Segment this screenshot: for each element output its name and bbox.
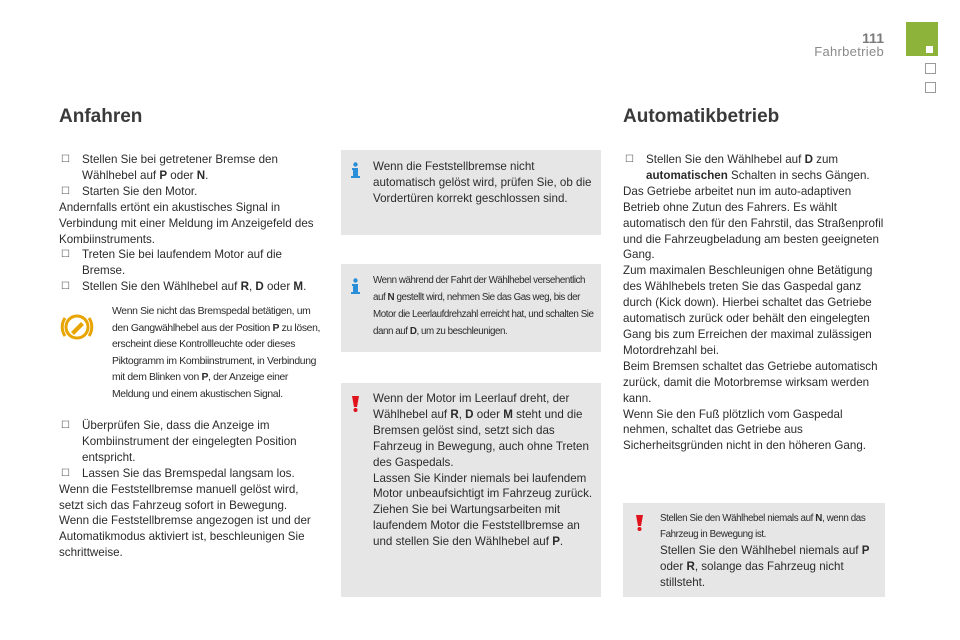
chapter-tab[interactable] — [906, 22, 938, 56]
list-item — [59, 247, 321, 279]
paragraph: Beim Bremsen schaltet das Getriebe automatisch zurück, damit die Motorbremse wirksam werden kann. — [623, 359, 878, 405]
chapter-marker-square — [925, 82, 936, 93]
info-icon — [349, 278, 362, 294]
checkbox-icon: ☐ — [61, 154, 70, 165]
info-box — [341, 264, 601, 352]
info-text: Wenn die Feststellbremse nicht automatisch gelöst wird, prüfen Sie, ob die Vordertüren korrekt geschlossen sind. — [373, 160, 592, 205]
paragraph: Ziehen Sie bei Wartungsarbeiten mit laufendem Motor die Feststellbremse an und stellen Sie den Wählhebel auf P. — [373, 503, 580, 549]
list-item — [59, 279, 321, 295]
warning-text — [660, 511, 882, 591]
paragraph: Stellen Sie den Wählhebel niemals auf N, wenn das Fahrzeug in Bewegung ist. — [660, 513, 866, 540]
left-column-bottom — [59, 418, 321, 561]
checkbox-icon: ☐ — [61, 467, 70, 479]
paragraph: Wenn die Feststellbremse manuell gelöst wird, setzt sich das Fahrzeug sofort in Bewegung. — [59, 482, 299, 512]
paragraph: Stellen Sie den Wählhebel niemals auf P oder R, solange das Fahrzeug nicht stillsteht. — [660, 544, 870, 589]
section-heading-anfahren: Anfahren — [59, 106, 143, 127]
brake-note: Wenn Sie nicht das Bremspedal betätigen, um den Gangwählhebel aus der Position P zu lösen, erscheint diese Kontrollleuchte oder dieses Piktogramm im Kombiinstrument, in Verbindung mit dem Blinken von P, der Anzeige einer Meldung und einem akustischen Signal. — [112, 306, 321, 400]
paragraph: Wenn die Feststellbremse angezogen ist und der Automatikmodus aktiviert ist, beschleunigen Sie schrittweise. — [59, 514, 311, 560]
list-item-text: Stellen Sie den Wählhebel auf R, D oder M. — [82, 280, 307, 294]
tab-marker — [926, 46, 933, 53]
foot-brake-warning-icon — [57, 311, 97, 343]
warning-box — [341, 383, 601, 597]
list-item-text: Treten Sie bei laufendem Motor auf die Bremse. — [82, 248, 282, 278]
list-item — [623, 152, 885, 184]
section-heading-automatikbetrieb: Automatikbetrieb — [623, 106, 780, 127]
paragraph: Wenn Sie den Fuß plötzlich vom Gaspedal nehmen, schaltet das Getriebe aus Sicherheitsgründen nicht in den höheren Gang. — [623, 407, 866, 453]
page-number: 111 — [862, 30, 884, 46]
section-title: Fahrbetrieb — [814, 44, 884, 59]
info-text: Wenn während der Fahrt der Wählhebel versehentlich auf N gestellt wird, nehmen Sie das Gas weg, bis der Motor die Leerlaufdrehzahl erreicht hat, und schalten Sie dann auf D, um zu beschleunigen. — [373, 275, 594, 337]
list-item — [59, 466, 321, 482]
list-item — [59, 152, 321, 184]
paragraph: Lassen Sie Kinder niemals bei laufendem Motor unbeaufsichtigt im Fahrzeug zurück. — [373, 471, 593, 501]
list-item-text: Stellen Sie den Wählhebel auf D zum automatischen Schalten in sechs Gängen. — [646, 153, 870, 182]
checkbox-icon: ☐ — [61, 249, 70, 261]
list-item — [59, 418, 321, 466]
list-item — [59, 184, 321, 200]
exclamation-icon — [349, 396, 362, 412]
paragraph: Zum maximalen Beschleunigen ohne Betätigung des Wählhebels treten Sie das Gaspedal ganz durch (Kick down). Hierbei schaltet das Getriebe automatisch zurück oder behält den eingelegten Gang bis zum Erreichen der maximal zulässigen Motordrehzahl bei. — [623, 264, 873, 357]
paragraph: Wenn der Motor im Leerlauf dreht, der Wählhebel auf R, D oder M steht und die Bremsen gelöst sind, setzt sich das Fahrzeug in Bewegung, auch ohne Treten des Gaspedals. — [373, 392, 589, 469]
list-item-text: Überprüfen Sie, dass die Anzeige im Kombiinstrument der eingelegten Position entspricht. — [82, 419, 297, 464]
paragraph: Andernfalls ertönt ein akustisches Signal in Verbindung mit einer Meldung im Anzeigefeld des Kombiinstruments. — [59, 200, 314, 246]
chapter-marker-square — [925, 63, 936, 74]
list-item-text: Lassen Sie das Bremspedal langsam los. — [82, 466, 295, 480]
checkbox-icon: ☐ — [61, 420, 70, 431]
left-column-top — [59, 152, 321, 295]
info-icon — [349, 162, 362, 178]
warning-text — [373, 391, 597, 550]
warning-box — [623, 503, 885, 597]
list-item-text: Stellen Sie bei getretener Bremse den Wählhebel auf P oder N. — [82, 153, 278, 182]
checkbox-icon: ☐ — [625, 154, 634, 165]
info-box — [341, 150, 601, 235]
checkbox-icon: ☐ — [61, 281, 70, 293]
right-column-text — [623, 152, 885, 454]
list-item-text: Starten Sie den Motor. — [82, 184, 198, 198]
exclamation-icon — [633, 515, 646, 531]
paragraph: Das Getriebe arbeitet nun im auto-adaptiven Betrieb ohne Zutun des Fahrers. Es wählt automatisch den für den Fahrstil, das Straßenprofil und die Fahrzeugbeladung am besten geeigneten Gang. — [623, 184, 884, 262]
checkbox-icon: ☐ — [61, 185, 70, 197]
